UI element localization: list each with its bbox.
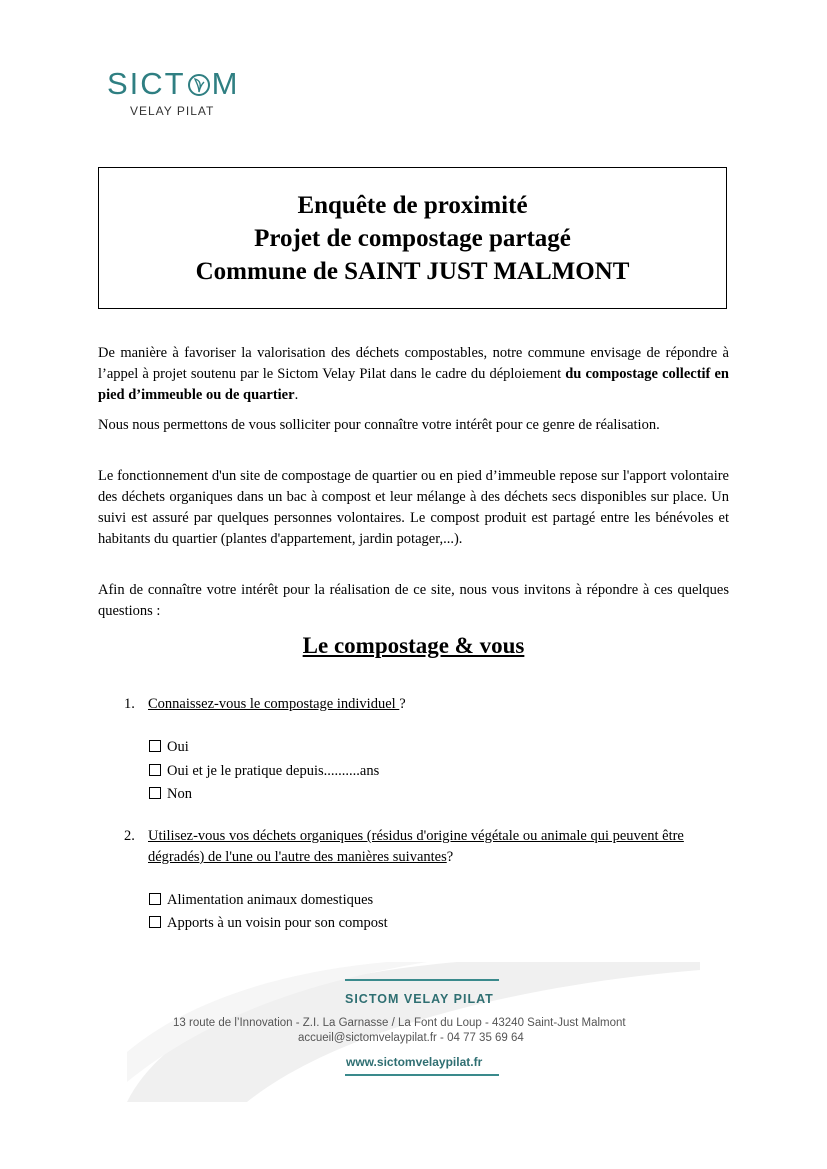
question-text: Utilisez-vous vos déchets organiques (résidus d'origine végétale ou animale qui peuvent être dégradés) de l'une ou l'autre des manières suivantes? xyxy=(148,828,684,865)
logo-text-start: SICT xyxy=(107,66,186,101)
footer-website-link[interactable]: www.sictomvelaypilat.fr xyxy=(346,1055,483,1069)
title-box xyxy=(98,167,727,309)
sictom-logo xyxy=(107,66,247,122)
intro-paragraph-1: De manière à favoriser la valorisation des déchets compostables, notre commune envisage de répondre à l’appel à projet soutenu par le Sictom Velay Pilat dans le cadre du déploiement du compostage collectif en pied d’immeuble ou de quartier. xyxy=(98,345,729,403)
footer-brand: SICTOM VELAY PILAT xyxy=(345,992,494,1006)
checkbox[interactable] xyxy=(149,916,161,928)
footer-divider-top xyxy=(345,979,499,981)
q1-option-oui-pratique[interactable]: Oui et je le pratique depuis..........ans xyxy=(149,761,379,782)
q2-option-animaux[interactable]: Alimentation animaux domestiques xyxy=(149,890,373,911)
checkbox[interactable] xyxy=(149,764,161,776)
footer-contact[interactable]: accueil@sictomvelaypilat.fr - 04 77 35 69 64 xyxy=(298,1032,524,1044)
intro-paragraph-4: Afin de connaître votre intérêt pour la réalisation de ce site, nous vous invitons à répondre à ces quelques questions : xyxy=(98,582,729,619)
intro-paragraph-2: Nous nous permettons de vous solliciter pour connaître votre intérêt pour ce genre de réalisation. xyxy=(98,417,660,433)
footer xyxy=(127,962,700,1102)
question-text: Connaissez-vous le compostage individuel ? xyxy=(148,696,406,712)
checkbox[interactable] xyxy=(149,787,161,799)
checkbox[interactable] xyxy=(149,893,161,905)
intro-paragraph-3: Le fonctionnement d'un site de compostage de quartier ou en pied d’immeuble repose sur l'apport volontaire des déchets organiques dans un bac à compost et leur mélange à des déchets secs disponibles sur place. Un suivi est assuré par quelques personnes volontaires. Le compost produit est partagé entre les bénévoles et habitants du quartier (plantes d'appartement, jardin potager,...). xyxy=(98,468,729,547)
q1-option-oui[interactable]: Oui xyxy=(149,737,189,758)
section-title: Le compostage & vous xyxy=(302,633,525,658)
leaf-o-icon xyxy=(187,73,211,97)
q1-option-non[interactable]: Non xyxy=(149,784,192,805)
intro-emphasis: du compostage collectif en pied d’immeuble ou de quartier xyxy=(98,366,729,403)
checkbox[interactable] xyxy=(149,740,161,752)
footer-address: 13 route de l’Innovation - Z.I. La Garnasse / La Font du Loup - 43240 Saint-Just Malmont xyxy=(173,1017,626,1029)
footer-divider-bottom xyxy=(345,1074,499,1076)
question-number: 2. xyxy=(124,828,135,844)
logo-text-end: M xyxy=(211,66,240,101)
logo-wordmark xyxy=(107,66,239,102)
q2-option-voisin[interactable]: Apports à un voisin pour son compost xyxy=(149,913,388,934)
question-number: 1. xyxy=(124,696,135,712)
title-line-3: Commune de SAINT JUST MALMONT xyxy=(195,257,630,285)
title-line-2: Projet de compostage partagé xyxy=(254,224,571,252)
logo-subtitle: VELAY PILAT xyxy=(130,104,215,118)
title-line-1: Enquête de proximité xyxy=(297,191,528,219)
